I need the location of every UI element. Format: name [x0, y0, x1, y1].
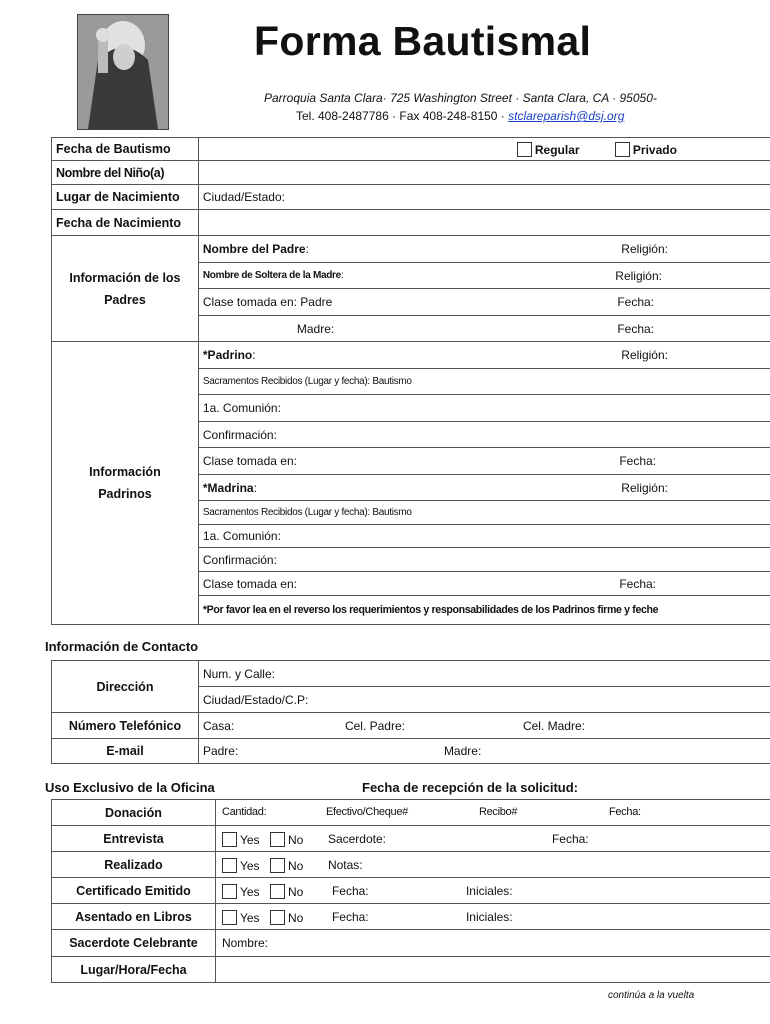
field-nombre-nino[interactable]	[198, 161, 770, 185]
realizado-yes-label: Yes	[239, 858, 260, 873]
field-celebrante[interactable]	[215, 930, 770, 957]
field-email[interactable]	[198, 739, 770, 764]
realizado-yes-checkbox[interactable]	[222, 858, 237, 873]
padrino-religion: Religión:	[621, 348, 668, 362]
option-regular[interactable]	[517, 142, 580, 157]
padrino-clase-fecha: Fecha:	[619, 454, 656, 468]
certificado-iniciales: Iniciales:	[465, 883, 513, 898]
clase-padre-label: Clase tomada en: Padre	[202, 295, 333, 309]
field-madrina-confirmacion[interactable]: Confirmación:	[198, 548, 770, 572]
field-lugar-hora-fecha[interactable]	[215, 957, 770, 983]
email-madre: Madre:	[443, 744, 482, 758]
field-realizado[interactable]	[215, 852, 770, 878]
asentado-no-label: No	[287, 910, 304, 925]
padrino-clase-label: Clase tomada en:	[202, 454, 297, 468]
field-entrevista[interactable]	[215, 826, 770, 852]
label-certificado: Certificado Emitido	[52, 878, 216, 904]
certificado-no-label: No	[287, 884, 304, 899]
field-fecha-nacimiento[interactable]	[198, 210, 770, 236]
parish-phone: Tel. 408-2487786 · Fax 408-248-8150 ·	[296, 109, 509, 123]
field-telefono[interactable]	[198, 713, 770, 739]
field-donacion[interactable]	[215, 800, 770, 826]
madre-soltera-label: Nombre de Soltera de la Madre	[202, 270, 341, 281]
label-info-padres-1: Información de los	[69, 270, 181, 285]
label-fecha-nacimiento: Fecha de Nacimiento	[52, 210, 199, 236]
email-padre: Padre:	[202, 744, 239, 758]
label-asentado: Asentado en Libros	[52, 904, 216, 930]
certificado-fecha: Fecha:	[331, 883, 369, 898]
label-info-padrinos	[52, 342, 199, 625]
madrina-religion: Religión:	[621, 480, 668, 495]
label-info-padrinos-1: Información	[89, 465, 161, 479]
padrinos-note: *Por favor lea en el reverso los requerimientos y responsabilidades de los Padrinos firme y feche	[198, 596, 770, 625]
field-num-calle[interactable]: Num. y Calle:	[198, 661, 770, 687]
contact-table	[51, 660, 770, 764]
saint-clare-image	[77, 14, 169, 130]
form-title: Forma Bautismal	[254, 18, 592, 64]
continue-note: continúa a la vuelta	[608, 990, 695, 1001]
field-nombre-madre[interactable]	[198, 263, 770, 289]
label-donacion: Donación	[52, 800, 216, 826]
label-telefono: Número Telefónico	[52, 713, 199, 739]
label-info-padrinos-2: Padrinos	[98, 487, 152, 501]
office-heading: Uso Exclusivo de la Oficina	[45, 780, 215, 795]
parish-email-link[interactable]: stclareparish@dsj.org	[508, 109, 625, 123]
telefono-cel-madre: Cel. Madre:	[522, 718, 585, 733]
clase-madre-fecha: Fecha:	[617, 321, 654, 336]
field-lugar-nacimiento[interactable]	[198, 185, 770, 210]
field-madrina-clase[interactable]	[198, 572, 770, 596]
entrevista-sacerdote: Sacerdote:	[327, 831, 386, 846]
certificado-yes-checkbox[interactable]	[222, 884, 237, 899]
label-lugar-hora-fecha: Lugar/Hora/Fecha	[52, 957, 216, 983]
entrevista-fecha: Fecha:	[551, 831, 589, 846]
saint-illustration	[78, 15, 168, 129]
entrevista-no-checkbox[interactable]	[270, 832, 285, 847]
madre-religion: Religión:	[615, 268, 662, 283]
label-nombre-nino: Nombre del Niño(a)	[52, 161, 199, 185]
label-info-padres-2: Padres	[104, 292, 146, 307]
padre-label: Nombre del Padre	[202, 242, 306, 256]
asentado-no-checkbox[interactable]	[270, 910, 285, 925]
donacion-efectivo: Efectivo/Cheque#	[325, 805, 408, 818]
donacion-cantidad: Cantidad:	[221, 805, 267, 818]
field-ciudad-cp[interactable]: Ciudad/Estado/C.P:	[198, 687, 770, 713]
label-fecha-bautismo: Fecha de Bautismo	[52, 138, 199, 161]
field-padrino-clase[interactable]	[198, 448, 770, 475]
label-entrevista: Entrevista	[52, 826, 216, 852]
field-certificado[interactable]	[215, 878, 770, 904]
parish-address: Parroquia Santa Clara· 725 Washington Street · Santa Clara, CA · 95050-	[264, 91, 657, 105]
option-privado[interactable]	[615, 142, 677, 157]
padrino-colon: :	[252, 348, 256, 362]
privado-checkbox[interactable]	[615, 142, 630, 157]
label-direccion: Dirección	[52, 661, 199, 713]
field-clase-madre[interactable]	[198, 316, 770, 342]
field-clase-padre[interactable]	[198, 289, 770, 316]
padre-religion: Religión:	[621, 242, 668, 256]
contact-heading: Información de Contacto	[45, 639, 199, 654]
asentado-yes-checkbox[interactable]	[222, 910, 237, 925]
regular-checkbox[interactable]	[517, 142, 532, 157]
madrina-label: *Madrina	[202, 480, 254, 495]
madre-colon: :	[340, 270, 344, 281]
label-lugar-nacimiento: Lugar de Nacimiento	[52, 185, 199, 210]
realizado-no-label: No	[287, 858, 304, 873]
telefono-casa: Casa:	[202, 718, 235, 733]
field-madrina[interactable]	[198, 475, 770, 501]
asentado-fecha: Fecha:	[331, 909, 369, 924]
field-madrina-sacramentos[interactable]: Sacramentos Recibidos (Lugar y fecha): Bautismo	[198, 501, 770, 525]
field-fecha-bautismo[interactable]	[198, 138, 770, 161]
celebrante-nombre: Nombre:	[221, 936, 268, 950]
field-padrino[interactable]	[198, 342, 770, 369]
telefono-cel-padre: Cel. Padre:	[344, 718, 405, 733]
field-madrina-comunion[interactable]: 1a. Comunión:	[198, 525, 770, 548]
asentado-iniciales: Iniciales:	[465, 909, 513, 924]
clase-padre-fecha: Fecha:	[617, 295, 654, 309]
field-nombre-padre[interactable]	[198, 236, 770, 263]
madrina-colon: :	[253, 480, 257, 495]
label-realizado: Realizado	[52, 852, 216, 878]
label-celebrante: Sacerdote Celebrante	[52, 930, 216, 957]
label-info-padres	[52, 236, 199, 342]
entrevista-no-label: No	[287, 832, 304, 847]
donacion-fecha: Fecha:	[608, 805, 641, 818]
realizado-no-checkbox[interactable]	[270, 858, 285, 873]
asentado-yes-label: Yes	[239, 910, 260, 925]
ciudad-estado-label: Ciudad/Estado:	[202, 190, 285, 204]
field-padrino-sacramentos[interactable]: Sacramentos Recibidos (Lugar y fecha): Bautismo	[198, 369, 770, 395]
field-padrino-confirmacion[interactable]: Confirmación:	[198, 422, 770, 448]
padre-colon: :	[305, 242, 309, 256]
entrevista-yes-checkbox[interactable]	[222, 832, 237, 847]
office-table	[51, 799, 770, 983]
padrino-label: *Padrino	[202, 348, 253, 362]
certificado-no-checkbox[interactable]	[270, 884, 285, 899]
madrina-clase-label: Clase tomada en:	[202, 576, 297, 591]
parish-contact	[296, 109, 624, 123]
field-asentado[interactable]	[215, 904, 770, 930]
certificado-yes-label: Yes	[239, 884, 260, 899]
label-email: E-mail	[52, 739, 199, 764]
entrevista-yes-label: Yes	[239, 832, 260, 847]
donacion-recibo: Recibo#	[478, 805, 518, 818]
baptism-table	[51, 137, 770, 625]
field-padrino-comunion[interactable]: 1a. Comunión:	[198, 395, 770, 422]
clase-madre-label: Madre:	[296, 321, 335, 336]
privado-label: Privado	[632, 143, 677, 157]
regular-label: Regular	[534, 143, 580, 157]
realizado-notas: Notas:	[327, 857, 363, 872]
madrina-clase-fecha: Fecha:	[619, 576, 656, 591]
fecha-recepcion-label: Fecha de recepción de la solicitud:	[362, 780, 579, 795]
